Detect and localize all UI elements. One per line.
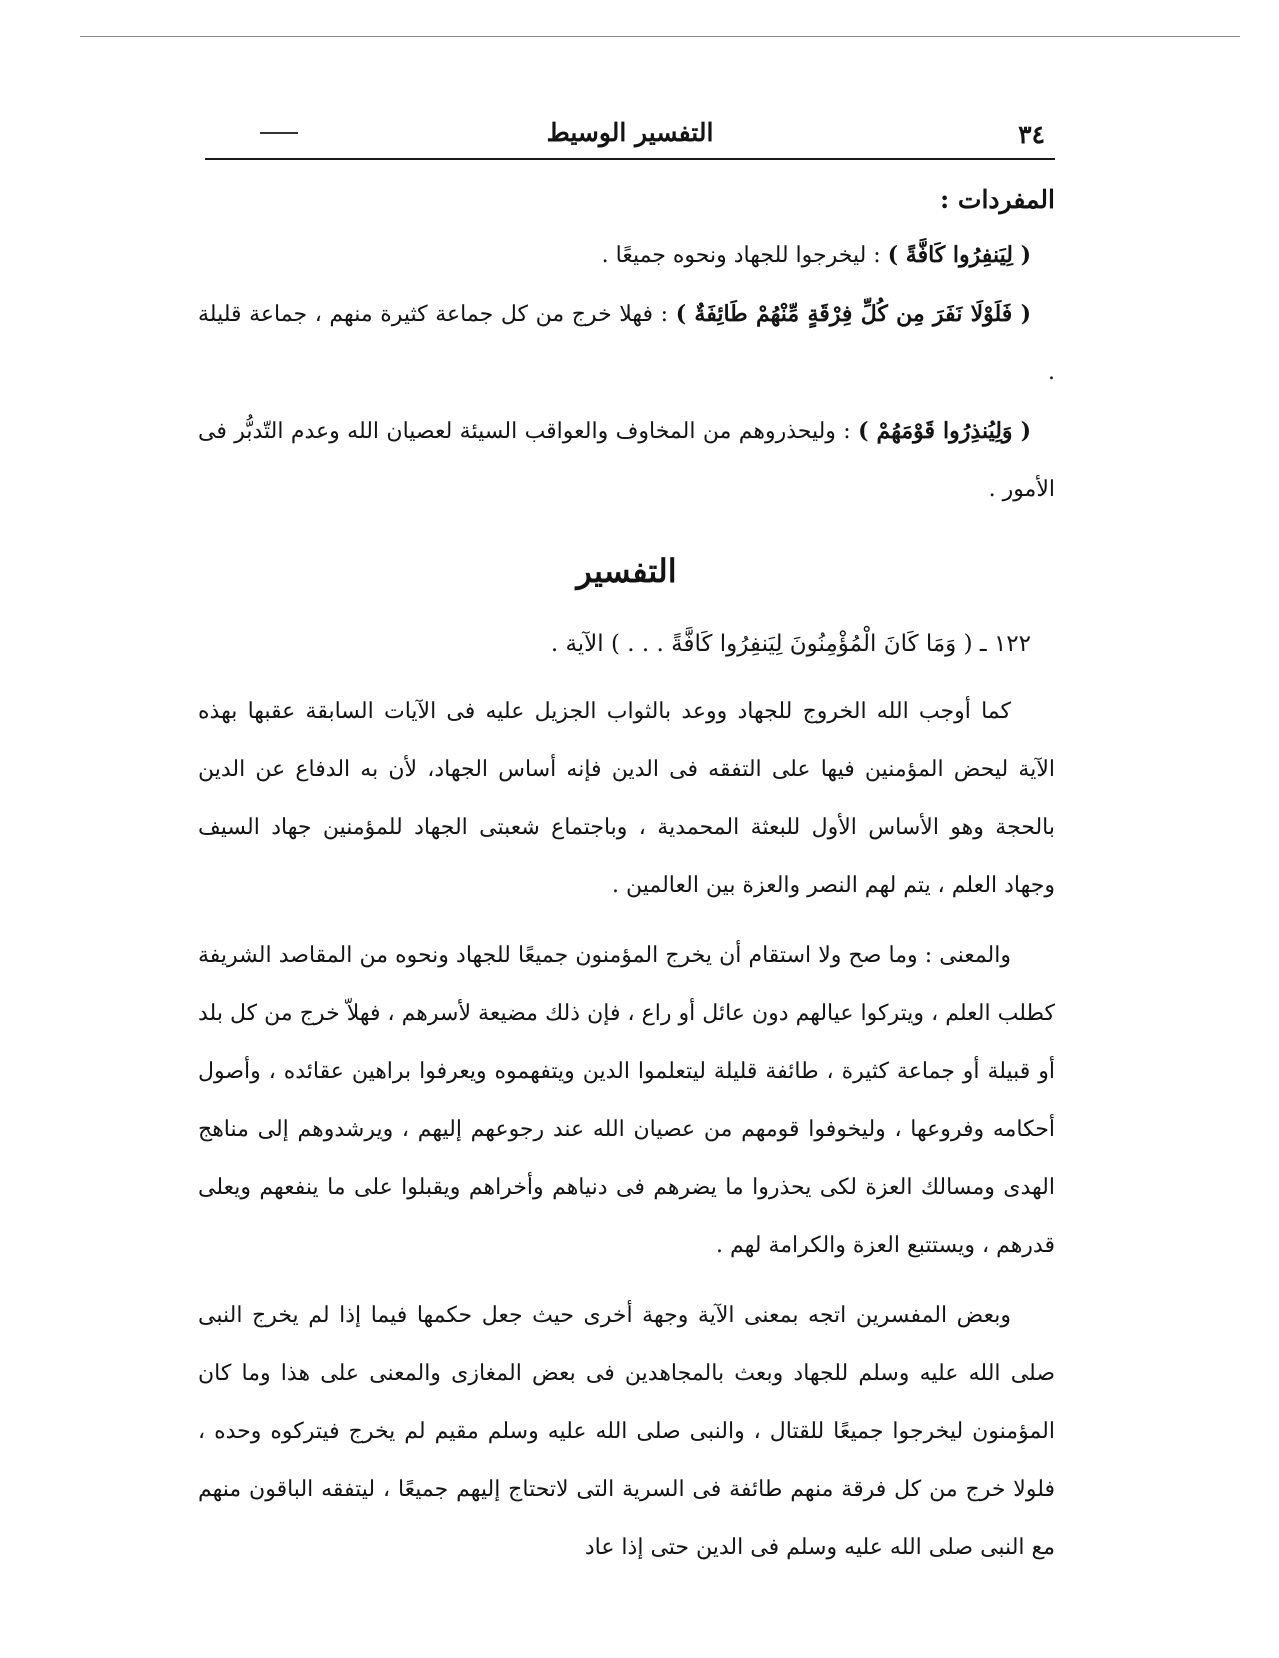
running-title: التفسير الوسيط	[546, 118, 714, 147]
commentary-paragraph: والمعنى : وما صح ولا استقام أن يخرج المؤمنون جميعًا للجهاد ونحوه من المقاصد الشريفة كطلب العلم ، ويتركوا عيالهم دون عائل أو راع ، فإن ذلك مضيعة لأسرهم ، فهلاّ خرج من كل بلد أو قبيلة أو جماعة كثيرة ، طائفة قليلة ليتعلموا الدين ويتفهموه ويعرفوا براهين عقائده ، وأصول أحكامه وفروعها ، وليخوفوا قومهم من عصيان الله عند رجوعهم إليهم ، ويرشدوهم إلى مناهج الهدى ومسالك العزة لكى يحذروا ما يضرهم فى دنياهم وأخراهم ويقبلوا على ما ينفعهم ويعلى قدرهم ، ويستتبع العزة والكرامة لهم .	[198, 943, 1055, 1258]
vocab-gloss: : فهلا خرج من كل جماعة كثيرة منهم ، جماعة قليلة .	[198, 302, 1055, 385]
commentary-paragraph: كما أوجب الله الخروج للجهاد ووعد بالثواب الجزيل عليه فى الآيات السابقة عقبها بهذه الآية ليحض المؤمنين فيها على التفقه فى الدين فإنه أساس الجهاد، لأن به الدفاع عن الدين بالحجة وهو الأساس الأول للبعثة المحمدية ، وباجتماع شعبتى الجهاد للمؤمنين جهاد السيف وجهاد العلم ، يتم لهم النصر والعزة بين العالمين .	[198, 699, 1055, 898]
scan-top-rule	[80, 36, 1240, 37]
tafsir-heading: التفسير	[576, 552, 677, 590]
page-header	[205, 112, 1055, 160]
commentary-paragraph: وبعض المفسرين اتجه بمعنى الآية وجهة أخرى حيث جعل حكمها فيما إذا لم يخرج النبى صلى الله عليه وسلم للجهاد وبعث بالمجاهدين فى بعض المغازى والمعنى على هذا وما كان المؤمنون ليخرجوا جميعًا للقتال ، والنبى صلى الله عليه وسلم مقيم لم يخرج فيتركوه وحده ، فلولا خرج من كل فرقة منهم طائفة فى السرية التى لاتحتاج إليهم جميعًا ، ليتفقه الباقون منهم مع النبى صلى الله عليه وسلم فى الدين حتى إذا عاد	[198, 1303, 1055, 1560]
vocab-term: ( فَلَوْلَا نَفَرَ مِن كُلِّ فِرْقَةٍ مِّنْهُمْ طَائِفَةٌ )	[675, 301, 1031, 327]
vocab-gloss: : ليخرجوا للجهاد ونحوه جميعًا .	[601, 243, 881, 268]
page-body	[198, 178, 1055, 1589]
verse-reference: ١٢٢ ـ ( وَمَا كَانَ الْمُؤْمِنُونَ لِيَنفِرُوا كَافَّةً . . . ) الآية .	[550, 631, 1031, 657]
header-dash-mark	[260, 132, 298, 134]
vocab-item	[198, 226, 1055, 285]
header-rule	[205, 158, 1055, 160]
vocab-term: ( وَلِيُنذِرُوا قَوْمَهُمْ )	[858, 418, 1032, 444]
vocab-section-label: المفردات :	[939, 185, 1055, 214]
vocab-item	[198, 285, 1055, 402]
vocab-item	[198, 402, 1055, 519]
vocab-term: ( لِيَنفِرُوا كَافَّةً )	[887, 242, 1031, 268]
vocab-gloss: : وليحذروهم من المخاوف والعواقب السيئة لعصيان الله وعدم التّدبُّر فى الأمور .	[198, 419, 1055, 502]
page-number: ٣٤	[1018, 120, 1045, 149]
